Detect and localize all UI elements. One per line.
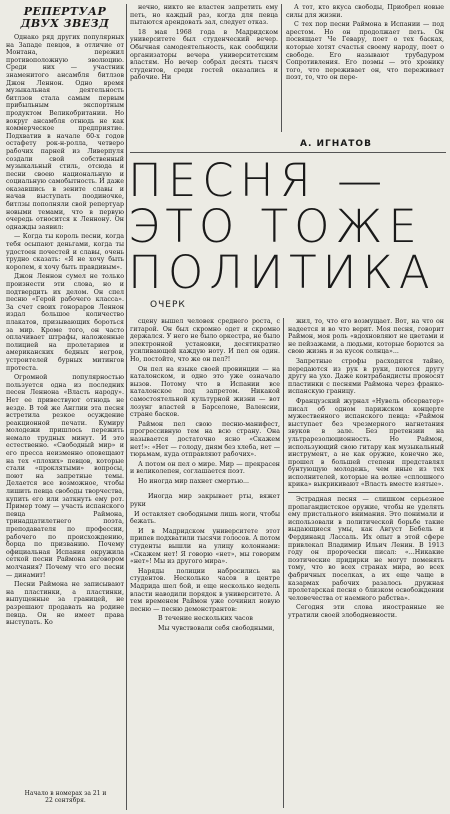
top-column-1	[130, 4, 278, 132]
verse-line: В течение нескольких часов	[158, 615, 253, 623]
sidebar-title-line2: ДВУХ ЗВЕЗД	[20, 17, 110, 30]
top-col1-paragraph: нечно, никто не властен запретить ему петь, но каждый раз, когда для певца пытаются арендовать зал, следует отказ.	[130, 4, 278, 27]
genre-label: ОЧЕРК	[150, 300, 186, 310]
column-rule	[283, 318, 284, 808]
main-paragraph: Французский журнал «Нувель обсерватер» писал об одном парижском концерте мужественного испанского певца: «Раймон выступает без чрезмерного нагнетания звуков в зале. Без претензии на ультрарезолюционность. Но Раймон, использующий свою гитару как музыкальный инструмент, а не как оружие, конечно же, прошел в большей степени представлял бунтующую молодежь, чем иные из тех исполнителей, которые на волне «сплошного крика» выкрикивают «Власть вместе взятые».	[288, 397, 444, 489]
main-paragraph: сцену вышел человек среднего роста, с гитарой. Он был скромно одет и скромно держался. У него не было оркестра, не было электронной установки, десятикратно усиливающей каждую ноту. И пел он один. Но, постойте, что же он пел?!	[130, 318, 280, 363]
continuation-note-line1: Начало в номерах за 21 и	[24, 790, 107, 797]
author-name: А. ИГНАТОВ	[300, 139, 372, 149]
sidebar-paragraph: Джон Леннон сумел не только произнести эти слова, но и подтвердить их делом. Он спел песню «Герой рабочего класса». За счет своих гонораров Леннон издал большое количество плакатов, призывающих бороться за мир. Кроме того, он часто оплачивает штрафы, наложенные полицией на пролетариев и американских бедных негров, устроителей бурных митингов протеста.	[6, 273, 124, 372]
sidebar-title-line1: РЕПЕРТУАР	[23, 5, 107, 18]
main-paragraph: А потом он пел о мире. Мир — прекрасен и великолепен, соглашается поэт.	[130, 460, 280, 476]
sidebar-paragraph: Огромной популярностью пользуется одна из последних песен Леннона «Власть народу». Нет ее привествуют отнюдь не везде. В той же Англии эта песня встретила резкое осуждение реакционной печати. Кумиру молодежи пришлось пережить немало трудных минут. И это естественно. «Свободный мир» и его пресса неизменно оповещают на тех «плохих» певцов, которые стали «проклятыми» вопросы, поют на запретные темы. Делается все возможное, чтобы лишить певца свободы творчества, купить его или заткнуть ему рот. Пример тому — участь испанского певца Раймона, тринадцатилетнего поэта, преподавателя по профессии, рабочего по происхождению, борца по призванию. Почему официальная Испания окружила сеткой песни Раймона заговором молчания? Почему что его песни — динамит!	[6, 374, 124, 579]
headline-line3: ПОЛИТИКА	[128, 246, 436, 299]
main-paragraph: Эстрадная песня — слишком серьезное пропагандистское оружие, чтобы не уделять ему пристального внимания. Это понимали и использовали в политической борьбе такие выдающиеся умы, как Август Бебель и Фердинанд Лассаль. Их опыт в этой сфере привлекал Владимир Ильич Ленин. В 1913 году он пророчески писал: «...Никакие поэтические придирки не могут поменять тому, что во всех странах мира, во всех фабричных поселках, а их еще чаще в казармах рабочих разалось дружная пролетарская песня о близком освобождении человечества от наемного рабства».	[288, 496, 444, 602]
sidebar-article-body	[6, 34, 124, 786]
top-col2-paragraph: С тех пор песни Раймона в Испании — под арестом. Но он продолжает петь. Он посвящает Че Гевару, поет о тех басках, которые хотят счастья своему народу, поет о свободе. Его называют трубадуром Сопротивления. Его поэмы — это хронику того, что переживает он, что переживает поэт, то, что он пере-	[286, 21, 444, 82]
main-paragraph: Сегодня эти слова иностранные не утратили своей злободневности.	[288, 604, 444, 619]
sidebar-paragraph: Песни Раймона не записывают на пластинки, а пластинки, выпущенные за границей, не разрешают продавать на родине певца. Он не имеет права выступать. Ко	[6, 581, 124, 627]
sidebar-paragraph: — Когда ты король песни, когда тебя осыпают деньгами, когда ты удостоен почестей и славы, очень трудно сказать: «Я не хочу быть королем, я хочу быть правдивым».	[6, 233, 124, 271]
column-rule	[126, 4, 127, 810]
main-paragraph: Наряды полиции набросились на студентов. Несколько часов в центре Мадрида шел бой, и еще несколько недель власти наводили порядок в университете. А тем временем Раймон уже сочинил новую песню — песню демонстрантов:	[130, 567, 280, 613]
main-paragraph: Запретные строфы расходятся тайно, передаются из рук в руки, поются другу другу на ухо. Даже контрабандисты проносят пластинки с песнями Раймона через франко-испанскую границу.	[288, 357, 444, 396]
verse-line: Мы чувствовали себя свободными,	[158, 624, 275, 632]
headline-line2: ЭТО ТОЖЕ	[128, 200, 423, 253]
main-paragraph: И в Мадридском университете этот припев подхватили тысячи голосов. А потом студенты вышли на улицу колоннами: «Скажем нет! Я говорю «нет», мы говорим «нет»! Мы из другого мира».	[130, 527, 280, 566]
main-paragraph: Он пел на языке своей провинции — на каталонском, и одно это уже означало вызов. Потому что в Испании все каталонское под запретом. Никакой самостоятельной культурной жизни — вот лозунг властей в Барселоне, Валенсии, стране басков.	[130, 365, 280, 419]
sidebar-paragraph: Однако ряд других популярных на Западе певцов, в отличие от Монтана, пережил противоположную эволюцию. Среди них — участник знаменитого ансамбля битлзов Джон Леннон. Одно время музыкальная деятельность битлзов стала самым первым прибыльным экспортным продуктом Великобритании. Но вокруг ансамбля отнюдь не как коммерческое предприятие. Подхватив в начале 60-х годов остафету рок-н-ролла, четверо рабочих парней из Ливерпуля создали свой собственный музыкальный стиль, отсюда и песни своею национальную и социальную самобытность. И даже оказавшись в зените славы и начав выступать поодиночке, битлзы пополняли свой репертуар новыми темами, что в первую очередь относится к Леннону. Он однажды заявил:	[6, 34, 124, 231]
main-column-2	[288, 318, 444, 808]
sidebar-article-title	[6, 6, 124, 30]
section-rule	[288, 492, 444, 493]
verse-line: И оставляет свободными лишь ноги, чтобы бежать.	[130, 510, 280, 526]
main-paragraph: Но иногда мир пахнет смертью...	[138, 477, 250, 485]
main-column-1	[130, 318, 280, 808]
article-headline	[128, 154, 446, 299]
top-column-2	[286, 4, 444, 132]
headline-rule	[130, 152, 446, 153]
main-paragraph: жил, то, что его возмущает. Вот, на что он надеется и во что верит. Моя песня, говорит Раймон, моя роль «вдохновляют не цветами и не пейзажами, а людьми, которые борются за свою жизнь и за кусок солнца»...	[288, 318, 444, 356]
verse-line: Иногда мир закрывает рты, вяжет руки	[130, 493, 280, 509]
continuation-note	[8, 790, 123, 804]
column-rule	[281, 4, 282, 132]
top-col2-paragraph: А тот, кто вкуса свободы, Приобрел новые силы для жизни.	[286, 4, 444, 19]
top-col1-paragraph: 18 мая 1968 года в Мадридском университете был студенческий вечер. Обычная самодеятельность, как сообщили организаторы вечера университетским властям. Но вечер собрал десять тысяч студентов, среди гостей оказались и рабочие. Ни	[130, 28, 278, 82]
headline-line1: ПЕСНЯ —	[128, 154, 389, 207]
main-paragraph: Раймон пел свою песню-манифест, прогрессивную тем на всю страну. Она называется достаточно ясно «Скажем нет!»: «Нет — голоду, дням без хлеба, нет — тюрьмам, куда отправляют рабочих».	[130, 420, 280, 459]
continuation-note-line2: 22 сентября.	[45, 797, 86, 804]
